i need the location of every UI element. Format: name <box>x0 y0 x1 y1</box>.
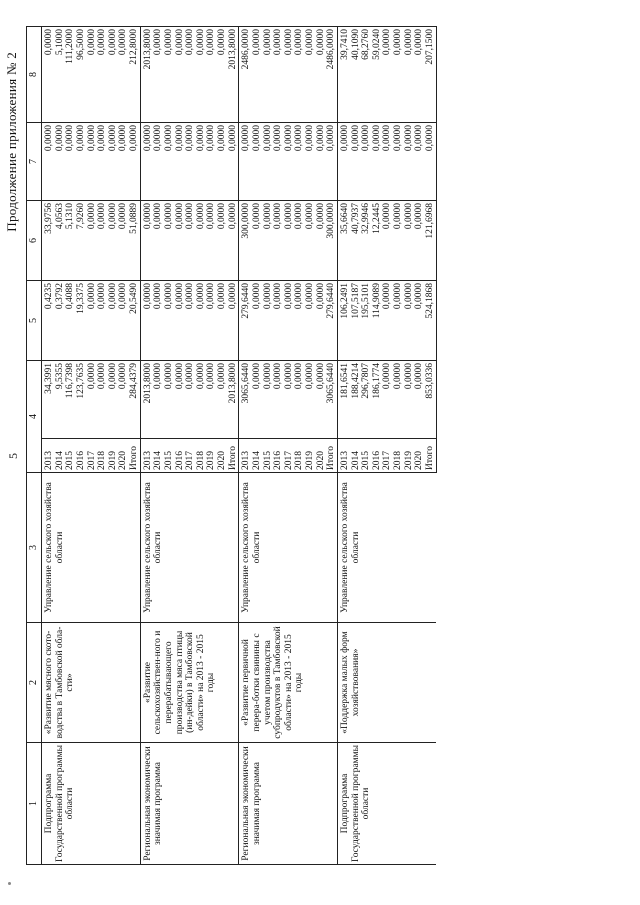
value-cell-c6: 0,0000 <box>252 201 263 281</box>
value-cell-c8: 96,5000 <box>76 27 87 123</box>
value-cell-c4: 284,4379 <box>129 361 140 439</box>
responsible-cell: Управление сельского хозяйства области <box>337 473 436 623</box>
value-cell-c7: 0,0000 <box>140 123 153 201</box>
value-cell-c8: 0,0000 <box>206 27 217 123</box>
value-cell-c8: 0,0000 <box>252 27 263 123</box>
value-cell-c6: 0,0000 <box>87 201 98 281</box>
year-cell: 2017 <box>382 439 393 473</box>
value-cell-c8: 0,0000 <box>153 27 164 123</box>
value-cell-c8: 0,0000 <box>217 27 228 123</box>
value-cell-c5: 107,5187 <box>351 281 362 361</box>
value-cell-c5: 0,0000 <box>164 281 175 361</box>
year-cell: 2020 <box>217 439 228 473</box>
value-cell-c6: 0,0000 <box>404 201 415 281</box>
year-cell: 2014 <box>252 439 263 473</box>
value-cell-c8: 0,0000 <box>294 27 305 123</box>
value-cell-c6: 0,0000 <box>108 201 119 281</box>
value-cell-c7: 0,0000 <box>87 123 98 201</box>
value-cell-c8: 0,0000 <box>164 27 175 123</box>
value-cell-c8: 0,0000 <box>273 27 284 123</box>
value-cell-c5: 0,0000 <box>140 281 153 361</box>
value-cell-c6: 0,0000 <box>305 201 316 281</box>
value-cell-c7: 0,0000 <box>252 123 263 201</box>
value-cell-c4: 0,0000 <box>294 361 305 439</box>
value-cell-c8: 0,0000 <box>305 27 316 123</box>
year-cell: 2017 <box>284 439 295 473</box>
year-cell: 2020 <box>414 439 425 473</box>
value-cell-c8: 39,7410 <box>337 27 350 123</box>
value-cell-c5: 0,0000 <box>294 281 305 361</box>
value-cell-c7: 0,0000 <box>217 123 228 201</box>
value-cell-c8: 5,1000 <box>55 27 66 123</box>
value-cell-c8: 0,0000 <box>382 27 393 123</box>
col-num-6: 6 <box>27 201 42 281</box>
value-cell-c7: 0,0000 <box>153 123 164 201</box>
value-cell-c6: 0,0000 <box>273 201 284 281</box>
program-type-cell: Региональная экономически значимая программа <box>239 743 338 865</box>
value-cell-c6: 0,0000 <box>140 201 153 281</box>
value-cell-c7: 0,0000 <box>372 123 383 201</box>
col-num-4: 4 <box>27 361 42 473</box>
year-cell: 2019 <box>206 439 217 473</box>
value-cell-c6: 33,9756 <box>42 201 55 281</box>
value-cell-c6: 35,6640 <box>337 201 350 281</box>
value-cell-c4: 3065,6440 <box>326 361 337 439</box>
year-cell: 2019 <box>305 439 316 473</box>
table-row <box>140 27 153 865</box>
value-cell-c6: 0,0000 <box>97 201 108 281</box>
value-cell-c7: 0,0000 <box>382 123 393 201</box>
value-cell-c4: 0,0000 <box>153 361 164 439</box>
year-cell: Итого <box>425 439 436 473</box>
value-cell-c5: 19,3375 <box>76 281 87 361</box>
responsible-cell: Управление сельского хозяйства области <box>239 473 338 623</box>
year-cell: 2019 <box>108 439 119 473</box>
value-cell-c4: 0,0000 <box>393 361 404 439</box>
value-cell-c7: 0,0000 <box>228 123 239 201</box>
value-cell-c7: 0,0000 <box>164 123 175 201</box>
value-cell-c4: 0,0000 <box>206 361 217 439</box>
value-cell-c4: 116,7398 <box>65 361 76 439</box>
year-cell: 2017 <box>185 439 196 473</box>
value-cell-c6: 0,0000 <box>284 201 295 281</box>
value-cell-c7: 0,0000 <box>185 123 196 201</box>
value-cell-c4: 188,4214 <box>351 361 362 439</box>
col-num-8: 8 <box>27 27 42 123</box>
value-cell-c5: 0,4235 <box>42 281 55 361</box>
value-cell-c8: 0,0000 <box>316 27 327 123</box>
value-cell-c5: 0,0000 <box>414 281 425 361</box>
value-cell-c7: 0,0000 <box>414 123 425 201</box>
value-cell-c5: 0,0000 <box>263 281 274 361</box>
value-cell-c6: 300,0000 <box>326 201 337 281</box>
value-cell-c6: 12,2445 <box>372 201 383 281</box>
value-cell-c5: 0,0000 <box>228 281 239 361</box>
value-cell-c6: 0,0000 <box>196 201 207 281</box>
year-cell: 2014 <box>351 439 362 473</box>
value-cell-c5: 0,0000 <box>217 281 228 361</box>
value-cell-c8: 0,0000 <box>404 27 415 123</box>
value-cell-c7: 0,0000 <box>273 123 284 201</box>
value-cell-c8: 0,0000 <box>196 27 207 123</box>
value-cell-c5: 0,0000 <box>196 281 207 361</box>
funding-table <box>26 26 437 865</box>
col-num-5: 5 <box>27 281 42 361</box>
value-cell-c7: 0,0000 <box>305 123 316 201</box>
value-cell-c6: 0,0000 <box>185 201 196 281</box>
value-cell-c8: 0,0000 <box>118 27 129 123</box>
value-cell-c5: 0,0000 <box>393 281 404 361</box>
value-cell-c6: 121,6968 <box>425 201 436 281</box>
value-cell-c7: 0,0000 <box>118 123 129 201</box>
value-cell-c8: 2013,8000 <box>228 27 239 123</box>
value-cell-c6: 0,0000 <box>206 201 217 281</box>
year-cell: 2016 <box>175 439 186 473</box>
value-cell-c5: 0,4088 <box>65 281 76 361</box>
value-cell-c5: 0,0000 <box>206 281 217 361</box>
value-cell-c8: 68,2760 <box>361 27 372 123</box>
value-cell-c6: 40,7937 <box>351 201 362 281</box>
value-cell-c4: 0,0000 <box>382 361 393 439</box>
value-cell-c6: 5,1310 <box>65 201 76 281</box>
value-cell-c4: 9,5355 <box>55 361 66 439</box>
value-cell-c4: 0,0000 <box>87 361 98 439</box>
value-cell-c5: 0,0000 <box>252 281 263 361</box>
value-cell-c7: 0,0000 <box>175 123 186 201</box>
program-type-cell: Подпрограмма Государственной программы области <box>42 743 141 865</box>
table-body <box>42 27 437 865</box>
value-cell-c8: 0,0000 <box>393 27 404 123</box>
value-cell-c6: 300,0000 <box>239 201 252 281</box>
table-row <box>42 27 55 865</box>
year-cell: Итого <box>326 439 337 473</box>
year-cell: Итого <box>228 439 239 473</box>
value-cell-c7: 0,0000 <box>337 123 350 201</box>
value-cell-c4: 0,0000 <box>97 361 108 439</box>
value-cell-c6: 0,0000 <box>153 201 164 281</box>
value-cell-c4: 0,0000 <box>404 361 415 439</box>
value-cell-c5: 106,2491 <box>337 281 350 361</box>
value-cell-c5: 0,0000 <box>118 281 129 361</box>
value-cell-c8: 111,2000 <box>65 27 76 123</box>
value-cell-c4: 0,0000 <box>185 361 196 439</box>
responsible-cell: Управление сельского хозяйства области <box>140 473 239 623</box>
value-cell-c6: 0,0000 <box>294 201 305 281</box>
value-cell-c4: 0,0000 <box>284 361 295 439</box>
value-cell-c5: 279,6440 <box>239 281 252 361</box>
value-cell-c4: 296,7807 <box>361 361 372 439</box>
value-cell-c6: 0,0000 <box>263 201 274 281</box>
col-num-2: 2 <box>27 623 42 743</box>
value-cell-c4: 0,0000 <box>252 361 263 439</box>
value-cell-c7: 0,0000 <box>351 123 362 201</box>
value-cell-c8: 0,0000 <box>87 27 98 123</box>
value-cell-c8: 2486,0000 <box>326 27 337 123</box>
year-cell: 2018 <box>97 439 108 473</box>
value-cell-c5: 0,0000 <box>97 281 108 361</box>
value-cell-c8: 0,0000 <box>108 27 119 123</box>
year-cell: 2013 <box>42 439 55 473</box>
year-cell: 2013 <box>140 439 153 473</box>
value-cell-c4: 123,7635 <box>76 361 87 439</box>
value-cell-c8: 0,0000 <box>414 27 425 123</box>
value-cell-c6: 0,0000 <box>175 201 186 281</box>
value-cell-c7: 0,0000 <box>326 123 337 201</box>
value-cell-c7: 0,0000 <box>196 123 207 201</box>
value-cell-c8: 0,0000 <box>263 27 274 123</box>
year-cell: 2013 <box>239 439 252 473</box>
year-cell: 2018 <box>196 439 207 473</box>
value-cell-c7: 0,0000 <box>361 123 372 201</box>
value-cell-c4: 0,0000 <box>414 361 425 439</box>
value-cell-c7: 0,0000 <box>97 123 108 201</box>
value-cell-c8: 2013,8000 <box>140 27 153 123</box>
value-cell-c7: 0,0000 <box>239 123 252 201</box>
value-cell-c4: 0,0000 <box>108 361 119 439</box>
value-cell-c6: 0,0000 <box>414 201 425 281</box>
value-cell-c6: 0,0000 <box>316 201 327 281</box>
value-cell-c8: 0,0000 <box>97 27 108 123</box>
value-cell-c4: 0,0000 <box>175 361 186 439</box>
value-cell-c4: 0,0000 <box>196 361 207 439</box>
value-cell-c5: 0,3792 <box>55 281 66 361</box>
value-cell-c8: 0,0000 <box>175 27 186 123</box>
page-number: 5 <box>6 453 20 459</box>
value-cell-c6: 7,9260 <box>76 201 87 281</box>
program-type-cell: Региональная экономически значимая программа <box>140 743 239 865</box>
continuation-title: Продолжение приложения № 2 <box>4 52 19 232</box>
year-cell: 2015 <box>263 439 274 473</box>
value-cell-c5: 279,6440 <box>326 281 337 361</box>
value-cell-c5: 0,0000 <box>175 281 186 361</box>
value-cell-c6: 0,0000 <box>382 201 393 281</box>
value-cell-c5: 524,1868 <box>425 281 436 361</box>
program-type-cell: Подпрограмма Государственной программы области <box>337 743 436 865</box>
value-cell-c5: 0,0000 <box>284 281 295 361</box>
year-cell: 2020 <box>118 439 129 473</box>
value-cell-c6: 51,0889 <box>129 201 140 281</box>
table-row <box>239 27 252 865</box>
value-cell-c4: 0,0000 <box>305 361 316 439</box>
year-cell: 2016 <box>372 439 383 473</box>
value-cell-c7: 0,0000 <box>404 123 415 201</box>
value-cell-c7: 0,0000 <box>65 123 76 201</box>
value-cell-c6: 0,0000 <box>393 201 404 281</box>
value-cell-c4: 0,0000 <box>273 361 284 439</box>
value-cell-c8: 59,0240 <box>372 27 383 123</box>
year-cell: 2013 <box>337 439 350 473</box>
value-cell-c7: 0,0000 <box>42 123 55 201</box>
value-cell-c6: 32,9946 <box>361 201 372 281</box>
program-name-cell: «Развитие сельскохозяйствен-ного и перерабатывающего производства мяса птицы (ин-дейки) в Тамбовской области» на 2013 - 2015 годы <box>140 623 239 743</box>
value-cell-c5: 0,0000 <box>87 281 98 361</box>
value-cell-c8: 2486,0000 <box>239 27 252 123</box>
value-cell-c5: 20,5490 <box>129 281 140 361</box>
value-cell-c4: 0,0000 <box>118 361 129 439</box>
value-cell-c4: 0,0000 <box>217 361 228 439</box>
program-name-cell: «Поддержка малых форм хозяйствования» <box>337 623 436 743</box>
year-cell: 2015 <box>164 439 175 473</box>
column-number-row <box>27 27 42 865</box>
col-num-7: 7 <box>27 123 42 201</box>
col-num-3: 3 <box>27 473 42 623</box>
value-cell-c5: 195,5101 <box>361 281 372 361</box>
value-cell-c7: 0,0000 <box>55 123 66 201</box>
value-cell-c8: 0,0000 <box>284 27 295 123</box>
value-cell-c7: 0,0000 <box>316 123 327 201</box>
year-cell: 2018 <box>294 439 305 473</box>
value-cell-c7: 0,0000 <box>129 123 140 201</box>
value-cell-c4: 34,3991 <box>42 361 55 439</box>
value-cell-c4: 2013,8000 <box>228 361 239 439</box>
value-cell-c4: 3065,6440 <box>239 361 252 439</box>
value-cell-c7: 0,0000 <box>206 123 217 201</box>
year-cell: 2019 <box>404 439 415 473</box>
value-cell-c4: 0,0000 <box>164 361 175 439</box>
responsible-cell: Управление сельского хозяйства области <box>42 473 141 623</box>
value-cell-c8: 0,0000 <box>185 27 196 123</box>
value-cell-c7: 0,0000 <box>76 123 87 201</box>
value-cell-c5: 0,0000 <box>382 281 393 361</box>
program-name-cell: «Развитие мясного ското-водства в Тамбовской обла-сти» <box>42 623 141 743</box>
value-cell-c7: 0,0000 <box>284 123 295 201</box>
value-cell-c6: 0,0000 <box>228 201 239 281</box>
value-cell-c5: 0,0000 <box>185 281 196 361</box>
value-cell-c7: 0,0000 <box>393 123 404 201</box>
table-row <box>337 27 350 865</box>
value-cell-c4: 186,1774 <box>372 361 383 439</box>
year-cell: 2017 <box>87 439 98 473</box>
value-cell-c5: 0,0000 <box>404 281 415 361</box>
year-cell: 2015 <box>361 439 372 473</box>
value-cell-c7: 0,0000 <box>263 123 274 201</box>
year-cell: 2014 <box>55 439 66 473</box>
value-cell-c8: 40,1090 <box>351 27 362 123</box>
year-cell: 2015 <box>65 439 76 473</box>
value-cell-c6: 4,0563 <box>55 201 66 281</box>
value-cell-c8: 207,1500 <box>425 27 436 123</box>
value-cell-c4: 181,6541 <box>337 361 350 439</box>
value-cell-c7: 0,0000 <box>108 123 119 201</box>
value-cell-c4: 853,0336 <box>425 361 436 439</box>
value-cell-c4: 0,0000 <box>316 361 327 439</box>
program-name-cell: «Развитие первичной перера-ботки свинины с учетом производства субпродуктов в Тамбовской области» на 2013 - 2015 годы <box>239 623 338 743</box>
year-cell: Итого <box>129 439 140 473</box>
value-cell-c5: 114,9089 <box>372 281 383 361</box>
value-cell-c5: 0,0000 <box>153 281 164 361</box>
value-cell-c5: 0,0000 <box>108 281 119 361</box>
year-cell: 2018 <box>393 439 404 473</box>
value-cell-c4: 0,0000 <box>263 361 274 439</box>
value-cell-c8: 212,8000 <box>129 27 140 123</box>
value-cell-c4: 2013,8000 <box>140 361 153 439</box>
col-num-1: 1 <box>27 743 42 865</box>
value-cell-c7: 0,0000 <box>425 123 436 201</box>
value-cell-c6: 0,0000 <box>164 201 175 281</box>
value-cell-c7: 0,0000 <box>294 123 305 201</box>
scan-speck <box>8 882 11 885</box>
value-cell-c5: 0,0000 <box>316 281 327 361</box>
year-cell: 2016 <box>273 439 284 473</box>
year-cell: 2016 <box>76 439 87 473</box>
value-cell-c8: 0,0000 <box>42 27 55 123</box>
year-cell: 2014 <box>153 439 164 473</box>
value-cell-c6: 0,0000 <box>217 201 228 281</box>
year-cell: 2020 <box>316 439 327 473</box>
value-cell-c6: 0,0000 <box>118 201 129 281</box>
value-cell-c5: 0,0000 <box>305 281 316 361</box>
value-cell-c5: 0,0000 <box>273 281 284 361</box>
